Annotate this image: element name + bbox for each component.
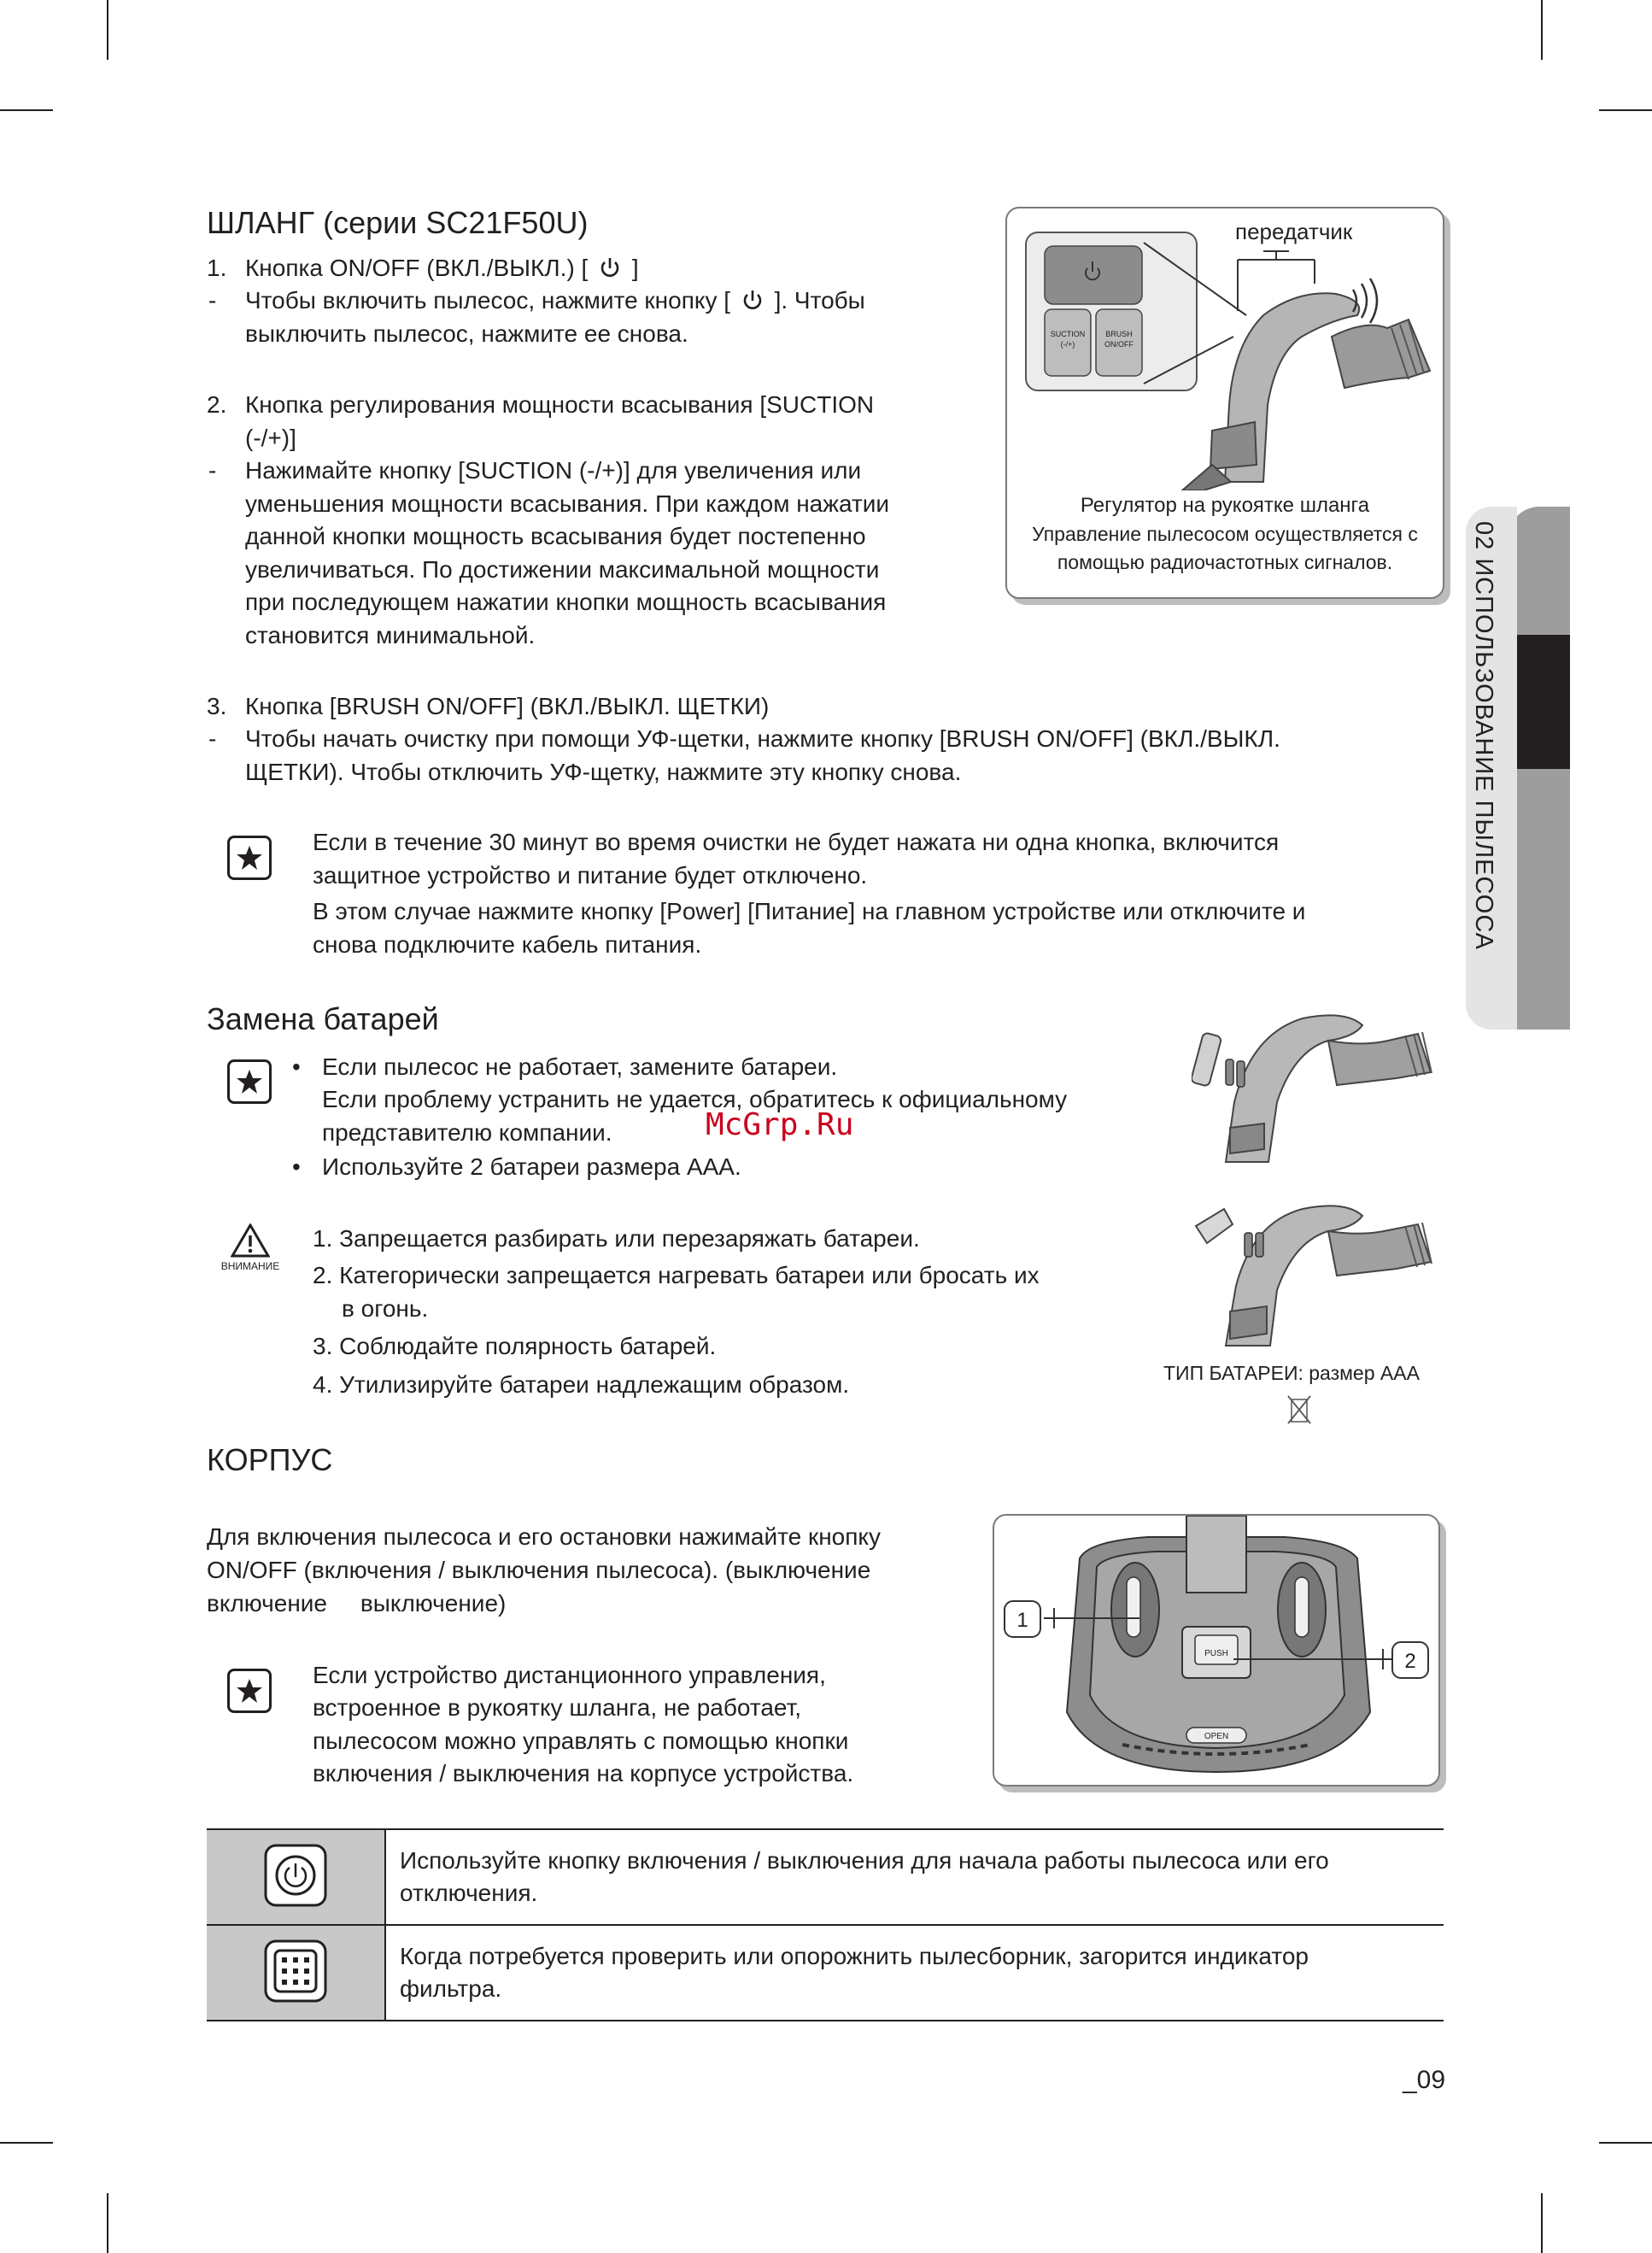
- crop-mark: [0, 2142, 53, 2144]
- vacuum-body-illustration: [994, 1516, 1438, 1785]
- item1-line1: [245, 285, 865, 318]
- battery-warning-0: 1. Запрещается разбирать или перезаряжать батареи.: [313, 1225, 920, 1252]
- table-icon-cell: [207, 1829, 385, 1925]
- table-text-cell: [385, 1829, 1444, 1925]
- bullet-mark: •: [292, 1053, 301, 1080]
- crop-mark: [107, 2193, 108, 2253]
- crop-mark: [1599, 109, 1652, 111]
- item1-title: [245, 252, 639, 285]
- item1-number: 1.: [207, 255, 227, 281]
- battery-warning-1: 2. Категорически запрещается нагревать батареи или бросать их: [313, 1262, 1040, 1288]
- battery-bullet-0: Если пылесос не работает, замените батареи.: [322, 1053, 838, 1080]
- hose-note-1: защитное устройство и питание будет отключено.: [313, 862, 868, 889]
- battery-warning-4: 4. Утилизируйте батареи надлежащим образом.: [313, 1371, 850, 1398]
- body-text-0: Для включения пылесоса и его остановки нажимайте кнопку: [207, 1523, 881, 1550]
- body-note-0: Если устройство дистанционного управления,: [313, 1662, 826, 1688]
- item1-line1-text: Чтобы включить пылесос, нажмите кнопку [: [245, 287, 730, 314]
- body-text-2: включение выключение): [207, 1590, 507, 1616]
- hose-note-0: Если в течение 30 минут во время очистки не будет нажата ни одна кнопка, включится: [313, 829, 1280, 855]
- table-text-cell: [385, 1925, 1444, 2021]
- item1-line1-end: ]. Чтобы: [774, 287, 865, 314]
- table-row-1-l2: фильтра.: [400, 1975, 502, 2002]
- crop-mark: [0, 109, 53, 111]
- warning-label: ВНИМАНИЕ: [220, 1260, 280, 1272]
- table-row-0-l2: отключения.: [400, 1880, 538, 1906]
- svg-text:SUCTION: SUCTION: [1050, 330, 1086, 338]
- hose-figure-caption-l1: Управление пылесосом осуществляется с: [1032, 523, 1418, 545]
- crop-mark: [1599, 2142, 1652, 2144]
- battery-closed-illustration: [1192, 1192, 1448, 1350]
- battery-type-label: ТИП БАТАРЕИ: размер ААА: [1163, 1362, 1420, 1384]
- battery-section-title: Замена батарей: [207, 1001, 439, 1036]
- item1-line2: выключить пылесос, нажмите ее снова.: [245, 320, 688, 347]
- body-note-1: встроенное в рукоятку шланга, не работает,: [313, 1694, 802, 1721]
- side-tab-label: 02 ИСПОЛЬЗОВАНИЕ ПЫЛЕСОСА: [1470, 521, 1497, 950]
- crop-mark: [107, 0, 108, 60]
- power-icon: [598, 256, 622, 280]
- item2-body-3: увеличиваться. По достижении максимальной мощности: [245, 556, 880, 583]
- transmitter-label: передатчик: [1235, 219, 1353, 244]
- item1-dash: -: [208, 287, 217, 314]
- open-label: OPEN: [1204, 1732, 1229, 1741]
- hose-figure-box: [1005, 207, 1444, 599]
- hose-figure-caption-title: Регулятор на рукоятке шланга: [1080, 494, 1370, 517]
- table-row: [207, 1925, 1444, 2021]
- svg-text:ON/OFF: ON/OFF: [1104, 340, 1134, 349]
- push-label: PUSH: [1204, 1649, 1228, 1658]
- warning-icon: [220, 1223, 280, 1272]
- callout-2: 2: [1404, 1650, 1416, 1673]
- svg-text:BRUSH: BRUSH: [1105, 330, 1133, 338]
- item2-body-5: становится минимальной.: [245, 622, 536, 648]
- hose-note-3: снова подключите кабель питания.: [313, 931, 702, 958]
- power-icon: [741, 289, 764, 313]
- side-tab-bottom: [1508, 769, 1570, 1030]
- body-figure-box: [993, 1514, 1440, 1787]
- page-number: _09: [1403, 2066, 1446, 2094]
- item2-dash: -: [208, 457, 217, 484]
- item2-body-4: при последующем нажатии кнопки мощность всасывания: [245, 589, 887, 615]
- table-row-0-l1: Используйте кнопку включения / выключения для начала работы пылесоса или его: [400, 1847, 1329, 1874]
- bullet-mark: •: [292, 1153, 301, 1180]
- table-row-1-l1: Когда потребуется проверить или опорожнить пылесборник, загорится индикатор: [400, 1943, 1309, 1969]
- battery-warning-3: 3. Соблюдайте полярность батарей.: [313, 1333, 717, 1359]
- crop-mark: [1541, 0, 1543, 60]
- callout-1: 1: [1016, 1609, 1028, 1632]
- hose-handle-illustration: [1007, 208, 1443, 490]
- note-star-icon: [227, 1669, 272, 1713]
- crop-mark: [1541, 2193, 1543, 2253]
- body-section-title: КОРПУС: [207, 1442, 333, 1477]
- table-row: [207, 1829, 1444, 1925]
- item2-body-1: уменьшения мощности всасывания. При каждом нажатии: [245, 490, 890, 517]
- body-note-2: пылесосом можно управлять с помощью кнопки: [313, 1728, 849, 1754]
- watermark: McGrp.Ru: [706, 1107, 854, 1142]
- filter-indicator-icon: [263, 1939, 328, 2004]
- note-star-icon: [227, 836, 272, 880]
- battery-open-illustration: [1192, 1000, 1448, 1171]
- svg-text:(-/+): (-/+): [1060, 340, 1075, 349]
- controls-table: [207, 1828, 1444, 2021]
- item3-body-1: ЩЕТКИ). Чтобы отключить УФ-щетку, нажмите эту кнопку снова.: [245, 759, 962, 785]
- note-star-icon: [227, 1059, 272, 1104]
- item1-title-text: Кнопка ON/OFF (ВКЛ./ВЫКЛ.) [: [245, 255, 589, 281]
- hose-figure-caption-l2: помощью радиочастотных сигналов.: [1057, 551, 1393, 573]
- item2-title-l2: (-/+)]: [245, 425, 296, 451]
- table-icon-cell: [207, 1925, 385, 2021]
- hose-section-title: ШЛАНГ (серии SC21F50U): [207, 205, 589, 240]
- battery-warning-2: в огонь.: [342, 1295, 429, 1322]
- item3-body-0: Чтобы начать очистку при помощи УФ-щетки, нажмите кнопку [BRUSH ON/OFF] (ВКЛ./ВЫКЛ.: [245, 725, 1280, 752]
- side-tab-dark: [1508, 635, 1570, 769]
- item3-dash: -: [208, 725, 217, 752]
- item1-title-end: ]: [631, 255, 639, 281]
- power-button-icon: [263, 1843, 328, 1908]
- hose-note-2: В этом случае нажмите кнопку [Power] [Питание] на главном устройстве или отключите и: [313, 898, 1306, 924]
- item3-title: Кнопка [BRUSH ON/OFF] (ВКЛ./ВЫКЛ. ЩЕТКИ): [245, 693, 770, 719]
- battery-bullet-1: Если проблему устранить не удается, обратитесь к официальному: [322, 1086, 1068, 1112]
- side-tab-top: [1508, 507, 1570, 635]
- battery-bullet-2: представителю компании.: [322, 1119, 612, 1146]
- item2-body-2: данной кнопки мощность всасывания будет постепенно: [245, 523, 866, 549]
- item2-body-0: Нажимайте кнопку [SUCTION (-/+)] для увеличения или: [245, 457, 862, 484]
- item2-number: 2.: [207, 391, 227, 418]
- item3-number: 3.: [207, 693, 227, 719]
- body-text-1: ON/OFF (включения / выключения пылесоса). (выключение: [207, 1557, 871, 1583]
- battery-disposal-icon: [1286, 1393, 1312, 1425]
- body-note-3: включения / выключения на корпусе устройства.: [313, 1760, 854, 1787]
- battery-bullet-3: Используйте 2 батареи размера ААА.: [322, 1153, 741, 1180]
- item2-title-l1: Кнопка регулирования мощности всасывания [SUCTION: [245, 391, 875, 418]
